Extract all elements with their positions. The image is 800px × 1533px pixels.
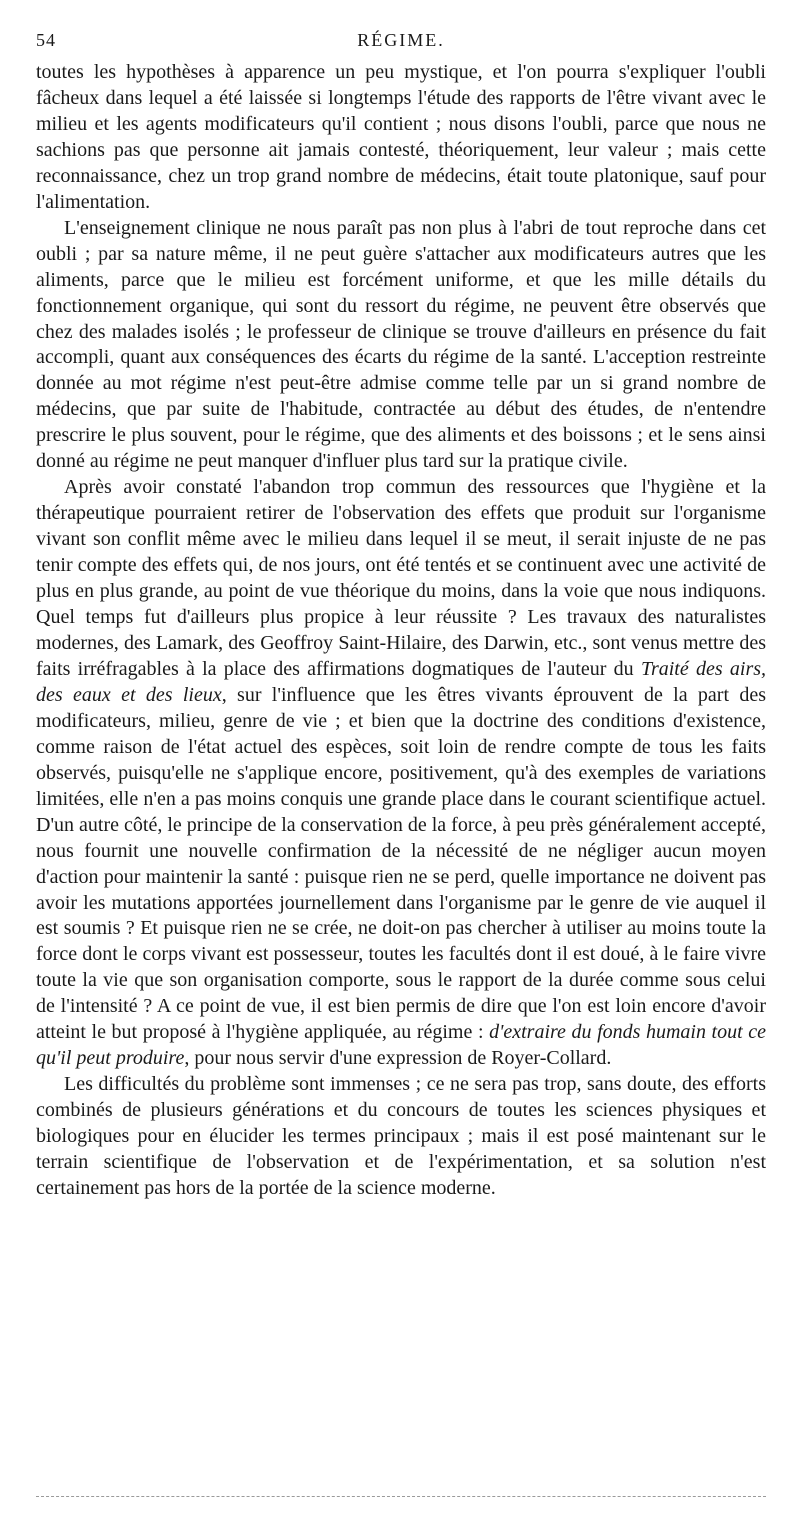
running-title: RÉGIME. <box>357 30 445 50</box>
italic-title-traite: Traité des airs, des eaux et des lieux <box>36 657 767 706</box>
paragraph-3 <box>36 475 766 1072</box>
footer-rule <box>36 1496 766 1497</box>
paragraph-3-text-e: , pour nous servir d'une expression de Royer-Collard. <box>184 1047 612 1070</box>
paragraph-2: L'enseignement clinique ne nous paraît pas non plus à l'abri de tout reproche dans cet oubli ; par sa nature même, il ne peut guère s'attacher aux modificateurs autres que les aliments, parce que le milieu est forcément uniforme, et que les mille détails du fonctionnement organique, qui sont du ressort du régime, ne peuvent être observés que chez des malades isolés ; le professeur de clinique se trouve d'ailleurs en présence du fait accompli, quant aux conséquences des écarts du régime de la santé. L'acception restreinte donnée au mot régime n'est peut-être admise comme telle par un si grand nombre de médecins, que par suite de l'habitude, contractée au début des études, de n'entendre prescrire le plus souvent, pour le régime, que des aliments et des boissons ; et le sens ainsi donné au régime ne peut manquer d'influer plus tard sur la pratique civile. <box>36 216 766 473</box>
page-number: 54 <box>36 30 56 50</box>
paragraph-3-text-a: Après avoir constaté l'abandon trop commun des ressources que l'hygiène et la thérapeutique pourraient retirer de l'observation des effets que produit sur l'organisme vivant son conflit même avec le milieu dans lequel il se meut, il serait injuste de ne pas tenir compte des effets qui, de nos jours, ont été tentés et se continuent avec une activité de plus en plus grande, au point de vue théorique du moins, dans la voie que nous indiquons. Quel temps fut d'ailleurs plus propice à leur réussite ? Les travaux des naturalistes modernes, des Lamark, des Geoffroy Saint-Hilaire, des Darwin, etc., sont venus mettre des faits irréfragables à la place des affirmations dogmatiques de l'auteur du <box>36 476 766 680</box>
paragraph-4: Les difficultés du problème sont immenses ; ce ne sera pas trop, sans doute, des efforts combinés de plusieurs générations et du concours de toutes les sciences physiques et biologiques pour en élucider les termes principaux ; mais il est posé maintenant sur le terrain scientifique de l'observation et de l'expérimentation, et sa solution n'est certainement pas hors de la portée de la science moderne. <box>36 1073 766 1199</box>
italic-quotation: d'extraire du fonds humain tout ce qu'il peut produire <box>36 1021 766 1070</box>
running-head <box>36 30 766 60</box>
book-page <box>36 30 766 1202</box>
paragraph-3-text-c: , sur l'influence que les êtres vivants éprouvent de la part des modificateurs, milieu, genre de vie ; et bien que la doctrine des conditions d'existence, comme raison de l'état actuel des espèces, soit loin de rendre compte de tous les faits observés, puisqu'elle ne s'applique encore, positivement, qu'à des exemples de variations limitées, elle n'en a pas moins conquis une grande place dans le courant scientifique actuel. D'un autre côté, le principe de la conservation de la force, à peu près généralement accepté, nous fournit une nouvelle confirmation de la nécessité de ne négliger aucun moyen d'action pour maintenir la santé : puisque rien ne se perd, quelle importance ne doivent pas avoir les mutations apportées journellement dans l'organisme par le genre de vie auquel il est soumis ? Et puisque rien ne se crée, ne doit-on pas chercher à utiliser au moins toute la force dont le corps vivant est possesseur, toutes les facultés dont il est doué, à le faire vivre toute la vie que son organisation comporte, sous le rapport de la durée comme sous celui de l'intensité ? A ce point de vue, il est bien permis de dire que l'on est loin encore d'avoir atteint le but proposé à l'hygiène appliquée, au régime : <box>36 683 766 1044</box>
paragraph-1: toutes les hypothèses à apparence un peu mystique, et l'on pourra s'expliquer l'oubli fâcheux dans lequel a été laissée si longtemps l'étude des rapports de l'être vivant avec le milieu et les agents modificateurs qu'il contient ; nous disons l'oubli, parce que nous ne sachions pas que personne ait jamais contesté, théoriquement, leur valeur ; mais cette reconnaissance, chez un trop grand nombre de médecins, était toute platonique, sauf pour l'alimentation. <box>36 61 766 213</box>
